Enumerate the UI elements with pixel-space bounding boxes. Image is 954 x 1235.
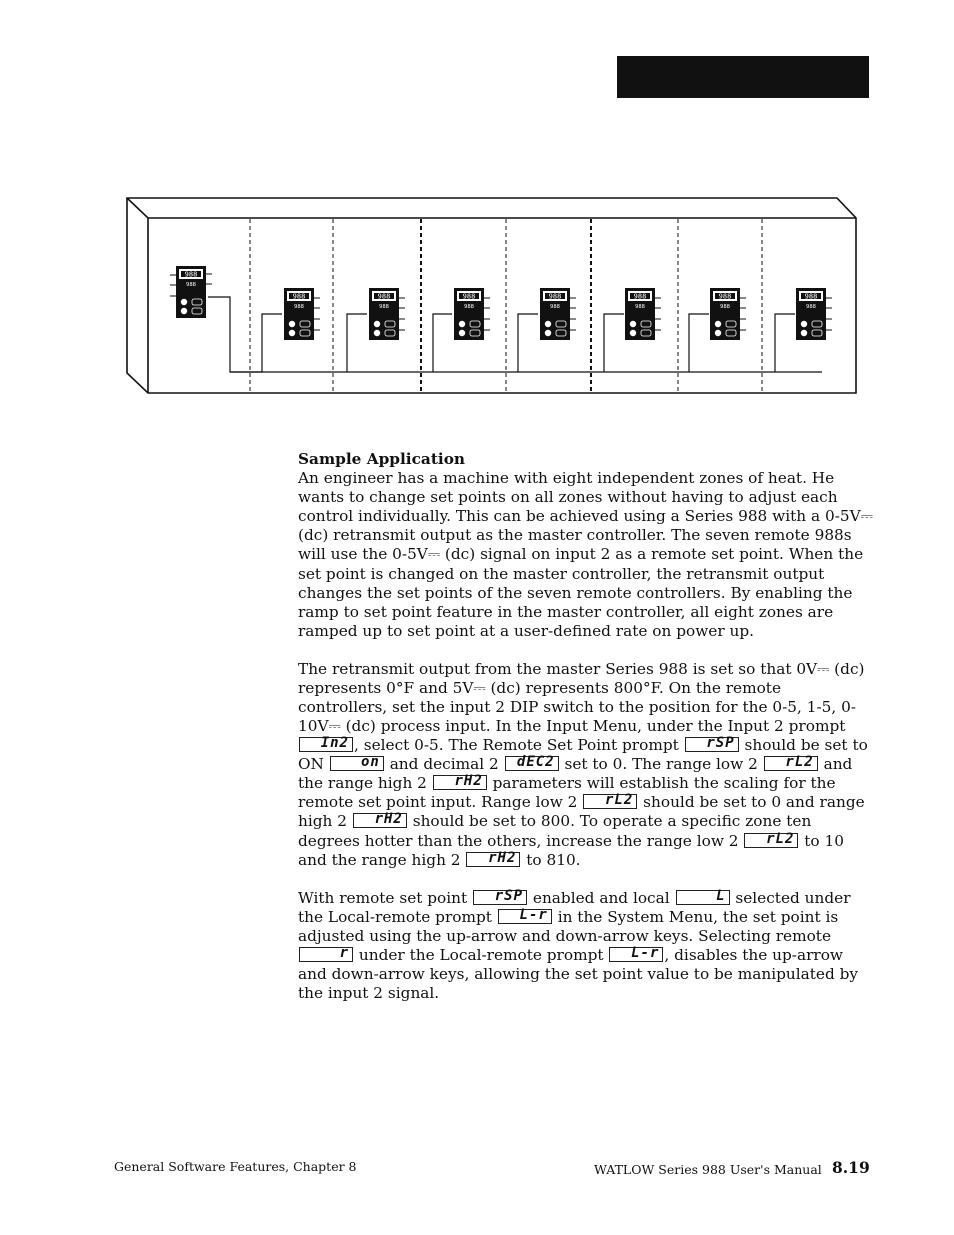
- remote-controller-6: [710, 288, 746, 340]
- p3-text-4: in the System Menu, the set point is adjusted using the up-arrow and down-arrow keys. Selecting remote: [298, 907, 839, 945]
- remote-display-bottom: 988: [635, 304, 645, 310]
- remote-display-bottom: 988: [464, 304, 474, 310]
- remote-controller-3: [454, 288, 490, 340]
- remote-display-top: 988: [804, 292, 818, 301]
- zone-dividers: [250, 219, 762, 392]
- remote-controller-5: [625, 288, 661, 340]
- cabinet-outline: [127, 198, 856, 393]
- remote-display-bottom: 988: [294, 304, 304, 310]
- lcd-rsp-icon: rSP: [685, 737, 739, 752]
- lcd-rl2-icon: rL2: [583, 794, 637, 809]
- lcd-rh2-icon: rH2: [433, 775, 487, 790]
- remote-display-top: 988: [292, 292, 306, 301]
- remote-display-bottom: 988: [806, 304, 816, 310]
- lcd-rh2-icon: rH2: [353, 813, 407, 828]
- controller-wiring-diagram: [122, 192, 862, 402]
- p2-text-7: parameters will establish the scaling for the remote set point input. Range low 2: [298, 774, 836, 812]
- remote-display-bottom: 988: [379, 304, 389, 310]
- lcd-dec2-icon: dEC2: [505, 756, 559, 771]
- lcd-lr-icon: L-r: [498, 909, 552, 924]
- remote-controller-7: [796, 288, 832, 340]
- remote-controller-2: [369, 288, 405, 340]
- p2-text-8: should be set to 0 and range high 2: [298, 793, 865, 831]
- master-display-bottom: 988: [186, 282, 196, 288]
- paragraph-2: [298, 660, 873, 870]
- remote-display-top: 988: [377, 292, 391, 301]
- lcd-rh2-icon: rH2: [466, 852, 520, 867]
- remote-display-top: 988: [548, 292, 562, 301]
- footer-chapter-title: General Software Features, Chapter 8: [114, 1159, 357, 1174]
- master-controller: [170, 266, 212, 318]
- p2-text-1: The retransmit output from the master Series 988 is set so that 0V⎓ (dc) represents 0°F and 5V⎓ (dc) represents 800°F. On the remote controllers, set the input 2 DIP switch to the position for the 0-5, 1-5, 0-10V⎓ (dc) process input. In the Input Menu, under the Input 2 prompt: [298, 659, 865, 736]
- lcd-remote-icon: r: [299, 947, 353, 962]
- p3-text-5: under the Local-remote prompt: [358, 945, 604, 964]
- paragraph-1-text: An engineer has a machine with eight independent zones of heat. He wants to change set points on all zones without having to adjust each control individually. This can be achieved using a Series 988 with a 0-5V⎓ (dc) retransmit output as the master controller. The seven remote 988s will use the 0-5V⎓ (dc) signal on input 2 as a remote set point. When the set point is changed on the master controller, the retransmit output changes the set points of the seven remote controllers. By enabling the ramp to set point feature in the master controller, all eight zones are ramped up to set point at a user-defined rate on power up.: [298, 469, 873, 640]
- p3-text-3: selected under the Local-remote prompt: [298, 888, 851, 926]
- footer-manual-title: WATLOW Series 988 User's Manual: [594, 1162, 822, 1177]
- lcd-rl2-icon: rL2: [744, 833, 798, 848]
- p2-text-9: should be set to 800. To operate a specific zone ten degrees hotter than the others, increase the range low 2: [298, 812, 812, 850]
- chapter-header-bar: [617, 56, 869, 98]
- lcd-rsp-icon: rSP: [473, 890, 527, 905]
- sample-application-section: [298, 450, 873, 1022]
- master-display-top: 988: [184, 270, 198, 279]
- p2-text-3: should be set to ON: [298, 736, 868, 774]
- remote-display-bottom: 988: [720, 304, 730, 310]
- lcd-lr-icon: L-r: [609, 947, 663, 962]
- remote-controller-4: [540, 288, 576, 340]
- p2-text-2: , select 0-5. The Remote Set Point prompt: [354, 736, 679, 755]
- p3-text-2: enabled and local: [532, 888, 670, 907]
- paragraph-1: [298, 450, 873, 641]
- lcd-in2-icon: In2: [299, 737, 353, 752]
- lcd-local-icon: L: [676, 890, 730, 905]
- p2-text-5: set to 0. The range low 2: [564, 755, 758, 774]
- p2-text-10: to 10 and the range high 2: [298, 831, 844, 869]
- section-heading: Sample Application: [298, 450, 466, 468]
- p2-text-11: to 810.: [526, 850, 581, 869]
- p2-text-4: and decimal 2: [389, 755, 499, 774]
- lcd-rl2-icon: rL2: [764, 756, 818, 771]
- remote-controller-1: [284, 288, 320, 340]
- remote-display-top: 988: [462, 292, 476, 301]
- remote-display-bottom: 988: [550, 304, 560, 310]
- remote-display-top: 988: [718, 292, 732, 301]
- remote-display-top: 988: [633, 292, 647, 301]
- lcd-on-icon: on: [330, 756, 384, 771]
- page-number: 8.19: [832, 1158, 870, 1177]
- p2-text-6: and the range high 2: [298, 755, 853, 793]
- paragraph-3: [298, 889, 873, 1004]
- p3-text-6: , disables the up-arrow and down-arrow keys, allowing the set point value to be manipulated by the input 2 signal.: [298, 945, 859, 1003]
- p3-text-1: With remote set point: [298, 888, 468, 907]
